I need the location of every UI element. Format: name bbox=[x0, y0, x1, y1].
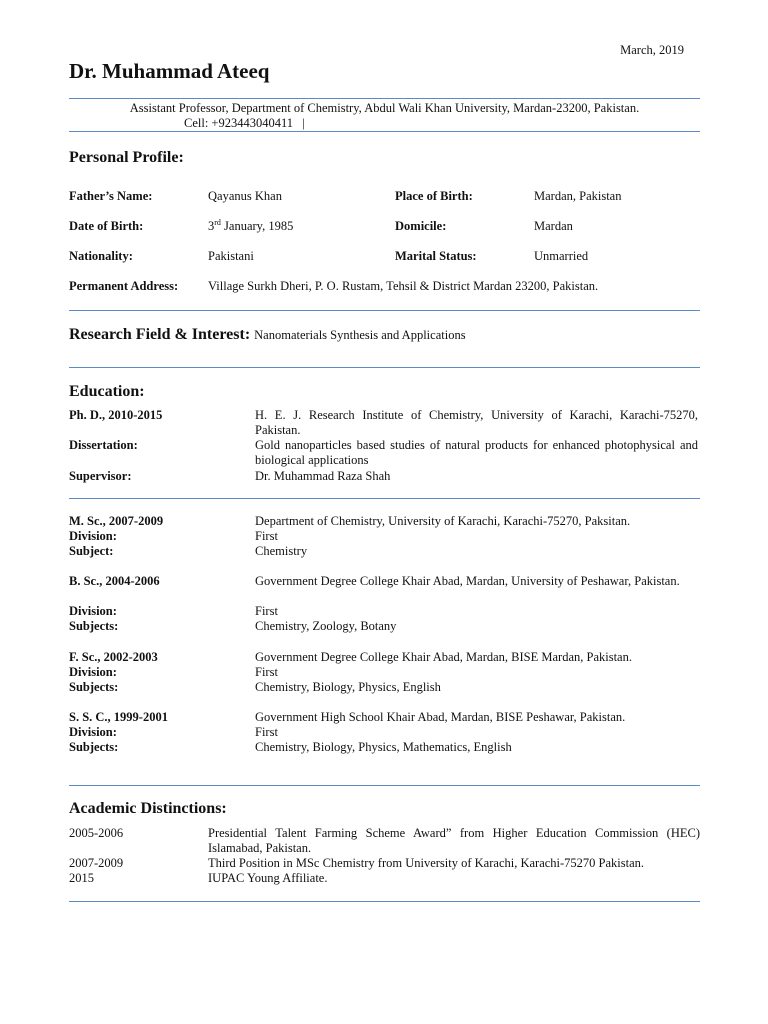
msc-division-value: First bbox=[255, 529, 278, 543]
dissertation-value: Gold nanoparticles based studies of natural products for enhanced photophysical and biological applications bbox=[255, 438, 698, 467]
section-title-education: Education: bbox=[69, 383, 145, 400]
profile-row bbox=[69, 279, 700, 295]
dissertation-label: Dissertation: bbox=[69, 438, 138, 452]
fsc-value: Government Degree College Khair Abad, Mardan, BISE Mardan, Pakistan. bbox=[255, 650, 632, 664]
profile-row bbox=[69, 189, 700, 205]
distinction-year: 2007-2009 bbox=[69, 856, 124, 870]
research-field-value: Nanomaterials Synthesis and Applications bbox=[254, 328, 466, 342]
distinction-year: 2005-2006 bbox=[69, 826, 124, 840]
fathers-name-value: Qayanus Khan bbox=[208, 189, 282, 203]
ssc-subjects-value: Chemistry, Biology, Physics, Mathematics, English bbox=[255, 740, 512, 754]
position-line: Assistant Professor, Department of Chemistry, Abdul Wali Khan University, Mardan-23200, Pakistan. bbox=[129, 101, 640, 115]
dob-suffix: rd bbox=[214, 217, 221, 227]
divider bbox=[69, 901, 700, 902]
candidate-name: Dr. Muhammad Ateeq bbox=[69, 59, 270, 83]
domicile-label: Domicile: bbox=[395, 219, 447, 233]
section-title-personal-profile: Personal Profile: bbox=[69, 149, 184, 166]
section-title-distinctions: Academic Distinctions: bbox=[69, 800, 227, 817]
research-heading bbox=[69, 326, 466, 344]
dob-value bbox=[208, 219, 293, 234]
fsc-division-label: Division: bbox=[69, 665, 117, 679]
msc-subject-value: Chemistry bbox=[255, 544, 308, 558]
ssc-label: S. S. C., 1999-2001 bbox=[69, 710, 168, 724]
divider bbox=[69, 310, 700, 311]
marital-status-value: Unmarried bbox=[534, 249, 589, 263]
divider bbox=[69, 98, 700, 99]
msc-value: Department of Chemistry, University of Karachi, Karachi-75270, Paksitan. bbox=[255, 514, 631, 528]
divider bbox=[69, 131, 700, 132]
nationality-value: Pakistani bbox=[208, 249, 254, 263]
domicile-value: Mardan bbox=[534, 219, 573, 233]
ssc-value: Government High School Khair Abad, Mardan, BISE Peshawar, Pakistan. bbox=[255, 710, 626, 724]
profile-row bbox=[69, 219, 700, 235]
place-of-birth-value: Mardan, Pakistan bbox=[534, 189, 622, 203]
document-date: March, 2019 bbox=[620, 43, 684, 57]
fsc-subjects-label: Subjects: bbox=[69, 680, 119, 694]
address-label: Permanent Address: bbox=[69, 279, 179, 293]
msc-subject-label: Subject: bbox=[69, 544, 114, 558]
distinction-text: Third Position in MSc Chemistry from University of Karachi, Karachi-75270 Pakistan. bbox=[208, 856, 645, 870]
place-of-birth-label: Place of Birth: bbox=[395, 189, 473, 203]
bsc-value: Government Degree College Khair Abad, Mardan, University of Peshawar, Pakistan. bbox=[255, 574, 680, 588]
divider bbox=[69, 498, 700, 499]
distinction-year: 2015 bbox=[69, 871, 94, 885]
distinction-text: IUPAC Young Affiliate. bbox=[208, 871, 328, 885]
phd-value: H. E. J. Research Institute of Chemistry, University of Karachi, Karachi-75270, Pakistan. bbox=[255, 408, 698, 437]
profile-row bbox=[69, 249, 700, 265]
msc-label: M. Sc., 2007-2009 bbox=[69, 514, 164, 528]
ssc-subjects-label: Subjects: bbox=[69, 740, 119, 754]
section-title-research: Research Field & Interest: bbox=[69, 326, 251, 343]
dob-rest: January, 1985 bbox=[220, 219, 294, 233]
dob-day: 3 bbox=[208, 219, 215, 233]
divider bbox=[69, 367, 700, 368]
dob-label: Date of Birth: bbox=[69, 219, 144, 233]
ssc-division-value: First bbox=[255, 725, 278, 739]
fathers-name-label: Father’s Name: bbox=[69, 189, 153, 203]
nationality-label: Nationality: bbox=[69, 249, 133, 263]
bsc-label: B. Sc., 2004-2006 bbox=[69, 574, 160, 588]
cell-line: Cell: +923443040411 | bbox=[184, 116, 305, 130]
supervisor-value: Dr. Muhammad Raza Shah bbox=[255, 469, 391, 483]
address-value: Village Surkh Dheri, P. O. Rustam, Tehsil & District Mardan 23200, Pakistan. bbox=[208, 279, 599, 293]
distinction-text: Presidential Talent Farming Scheme Award” from Higher Education Commission (HEC) Islamabad, Pakistan. bbox=[208, 826, 700, 855]
bsc-division-value: First bbox=[255, 604, 278, 618]
marital-status-label: Marital Status: bbox=[395, 249, 477, 263]
divider bbox=[69, 785, 700, 786]
fsc-label: F. Sc., 2002-2003 bbox=[69, 650, 158, 664]
fsc-division-value: First bbox=[255, 665, 278, 679]
bsc-division-label: Division: bbox=[69, 604, 117, 618]
phd-label: Ph. D., 2010-2015 bbox=[69, 408, 163, 422]
bsc-subjects-label: Subjects: bbox=[69, 619, 119, 633]
bsc-subjects-value: Chemistry, Zoology, Botany bbox=[255, 619, 397, 633]
ssc-division-label: Division: bbox=[69, 725, 117, 739]
fsc-subjects-value: Chemistry, Biology, Physics, English bbox=[255, 680, 441, 694]
supervisor-label: Supervisor: bbox=[69, 469, 132, 483]
msc-division-label: Division: bbox=[69, 529, 117, 543]
